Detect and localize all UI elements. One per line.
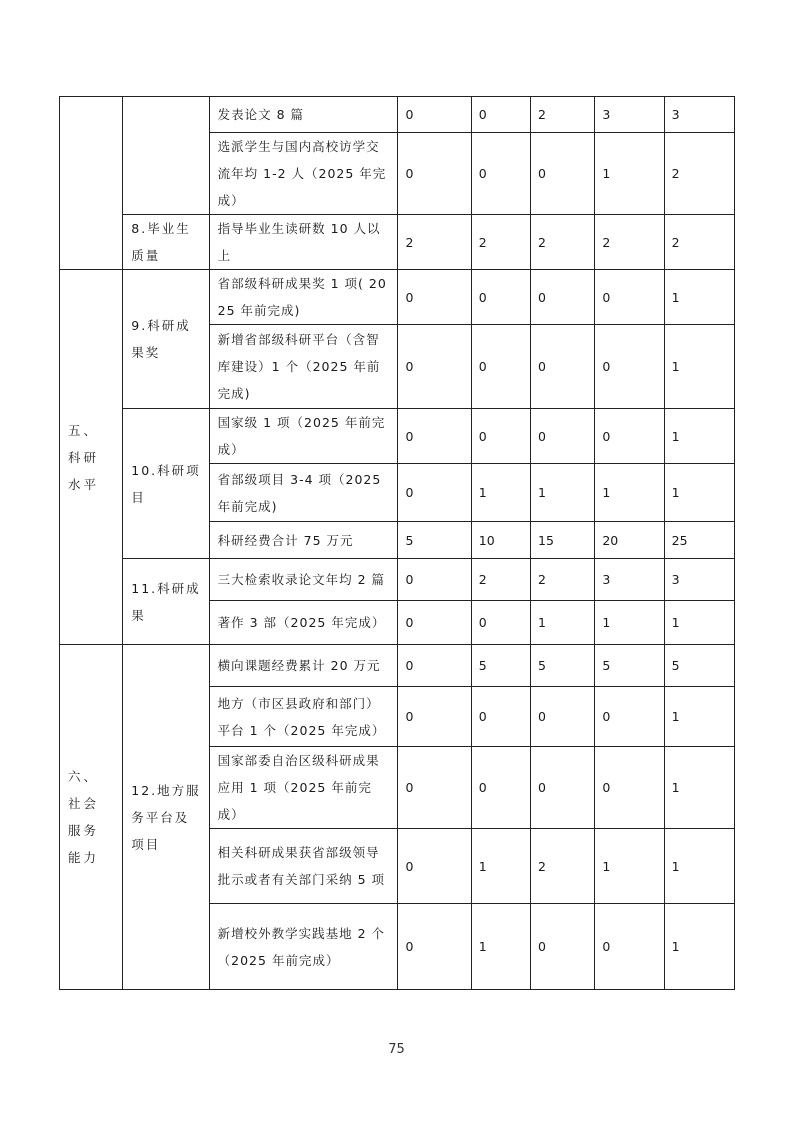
category-cell: 六、社会服务能力 (60, 645, 123, 990)
indicator-cell: 省部级科研成果奖 1 项( 2025 年前完成) (209, 270, 398, 325)
value-cell: 0 (398, 747, 471, 829)
value-cell: 0 (398, 645, 471, 687)
value-cell: 2 (471, 215, 530, 270)
value-cell: 0 (398, 904, 471, 990)
indicator-cell: 国家部委自治区级科研成果应用 1 项（2025 年前完成） (209, 747, 398, 829)
value-cell: 2 (398, 215, 471, 270)
table-row (60, 215, 735, 270)
value-cell: 2 (595, 215, 664, 270)
indicator-cell: 省部级项目 3-4 项（2025 年前完成) (209, 464, 398, 522)
value-cell: 0 (398, 829, 471, 904)
subcategory-cell: 8.毕业生质量 (123, 215, 209, 270)
value-cell: 0 (471, 97, 530, 133)
value-cell: 2 (664, 215, 734, 270)
value-cell: 1 (664, 904, 734, 990)
value-cell: 1 (471, 464, 530, 522)
page-number: 75 (388, 1042, 405, 1057)
value-cell: 2 (531, 559, 595, 601)
category-cell: 五、科研水平 (60, 270, 123, 645)
value-cell: 2 (531, 97, 595, 133)
value-cell: 0 (398, 559, 471, 601)
table-row (60, 97, 735, 133)
value-cell: 0 (531, 409, 595, 464)
value-cell: 1 (664, 747, 734, 829)
value-cell: 0 (531, 270, 595, 325)
value-cell: 0 (531, 747, 595, 829)
subcategory-cell (123, 97, 209, 215)
subcategory-cell: 10.科研项目 (123, 409, 209, 559)
value-cell: 15 (531, 522, 595, 559)
value-cell: 25 (664, 522, 734, 559)
value-cell: 0 (531, 904, 595, 990)
indicator-cell: 科研经费合计 75 万元 (209, 522, 398, 559)
value-cell: 5 (595, 645, 664, 687)
indicator-table (59, 96, 735, 990)
indicator-cell: 著作 3 部（2025 年完成） (209, 601, 398, 645)
value-cell: 0 (398, 97, 471, 133)
value-cell: 0 (398, 325, 471, 409)
value-cell: 1 (664, 409, 734, 464)
value-cell: 2 (531, 829, 595, 904)
table-row (60, 645, 735, 687)
value-cell: 0 (595, 904, 664, 990)
value-cell: 2 (531, 215, 595, 270)
value-cell: 0 (595, 270, 664, 325)
value-cell: 0 (595, 409, 664, 464)
value-cell: 1 (664, 687, 734, 747)
value-cell: 1 (531, 601, 595, 645)
value-cell: 0 (398, 409, 471, 464)
value-cell: 0 (531, 687, 595, 747)
value-cell: 2 (664, 133, 734, 215)
indicator-cell: 发表论文 8 篇 (209, 97, 398, 133)
indicator-cell: 地方（市区县政府和部门）平台 1 个（2025 年完成） (209, 687, 398, 747)
value-cell: 0 (531, 325, 595, 409)
value-cell: 0 (531, 133, 595, 215)
value-cell: 0 (398, 464, 471, 522)
value-cell: 0 (398, 270, 471, 325)
value-cell: 1 (595, 133, 664, 215)
value-cell: 2 (471, 559, 530, 601)
value-cell: 5 (398, 522, 471, 559)
indicator-cell: 新增省部级科研平台（含智库建设）1 个（2025 年前完成) (209, 325, 398, 409)
value-cell: 1 (664, 325, 734, 409)
table-row (60, 270, 735, 325)
indicator-cell: 三大检索收录论文年均 2 篇 (209, 559, 398, 601)
value-cell: 1 (664, 829, 734, 904)
value-cell: 1 (471, 829, 530, 904)
value-cell: 0 (471, 325, 530, 409)
indicator-cell: 横向课题经费累计 20 万元 (209, 645, 398, 687)
value-cell: 3 (664, 559, 734, 601)
value-cell: 0 (595, 325, 664, 409)
value-cell: 0 (471, 409, 530, 464)
value-cell: 0 (595, 687, 664, 747)
indicator-cell: 指导毕业生读研数 10 人以上 (209, 215, 398, 270)
indicator-cell: 选派学生与国内高校访学交流年均 1-2 人（2025 年完成） (209, 133, 398, 215)
value-cell: 1 (595, 601, 664, 645)
value-cell: 0 (471, 133, 530, 215)
table-row (60, 559, 735, 601)
value-cell: 10 (471, 522, 530, 559)
subcategory-cell: 11.科研成果 (123, 559, 209, 645)
value-cell: 1 (664, 601, 734, 645)
value-cell: 0 (398, 133, 471, 215)
subcategory-cell: 9.科研成果奖 (123, 270, 209, 409)
indicator-cell: 相关科研成果获省部级领导批示或者有关部门采纳 5 项 (209, 829, 398, 904)
value-cell: 0 (471, 687, 530, 747)
subcategory-cell: 12.地方服务平台及项目 (123, 645, 209, 990)
value-cell: 0 (398, 601, 471, 645)
value-cell: 0 (471, 270, 530, 325)
value-cell: 0 (595, 747, 664, 829)
indicator-cell: 新增校外教学实践基地 2 个（2025 年前完成） (209, 904, 398, 990)
value-cell: 0 (398, 687, 471, 747)
value-cell: 0 (471, 747, 530, 829)
value-cell: 20 (595, 522, 664, 559)
value-cell: 1 (531, 464, 595, 522)
value-cell: 1 (664, 464, 734, 522)
value-cell: 3 (595, 97, 664, 133)
value-cell: 5 (471, 645, 530, 687)
category-cell (60, 97, 123, 270)
table-row (60, 409, 735, 464)
value-cell: 1 (595, 464, 664, 522)
value-cell: 1 (664, 270, 734, 325)
value-cell: 5 (664, 645, 734, 687)
value-cell: 0 (471, 601, 530, 645)
value-cell: 3 (595, 559, 664, 601)
value-cell: 1 (471, 904, 530, 990)
value-cell: 1 (595, 829, 664, 904)
indicator-cell: 国家级 1 项（2025 年前完成） (209, 409, 398, 464)
value-cell: 3 (664, 97, 734, 133)
value-cell: 5 (531, 645, 595, 687)
